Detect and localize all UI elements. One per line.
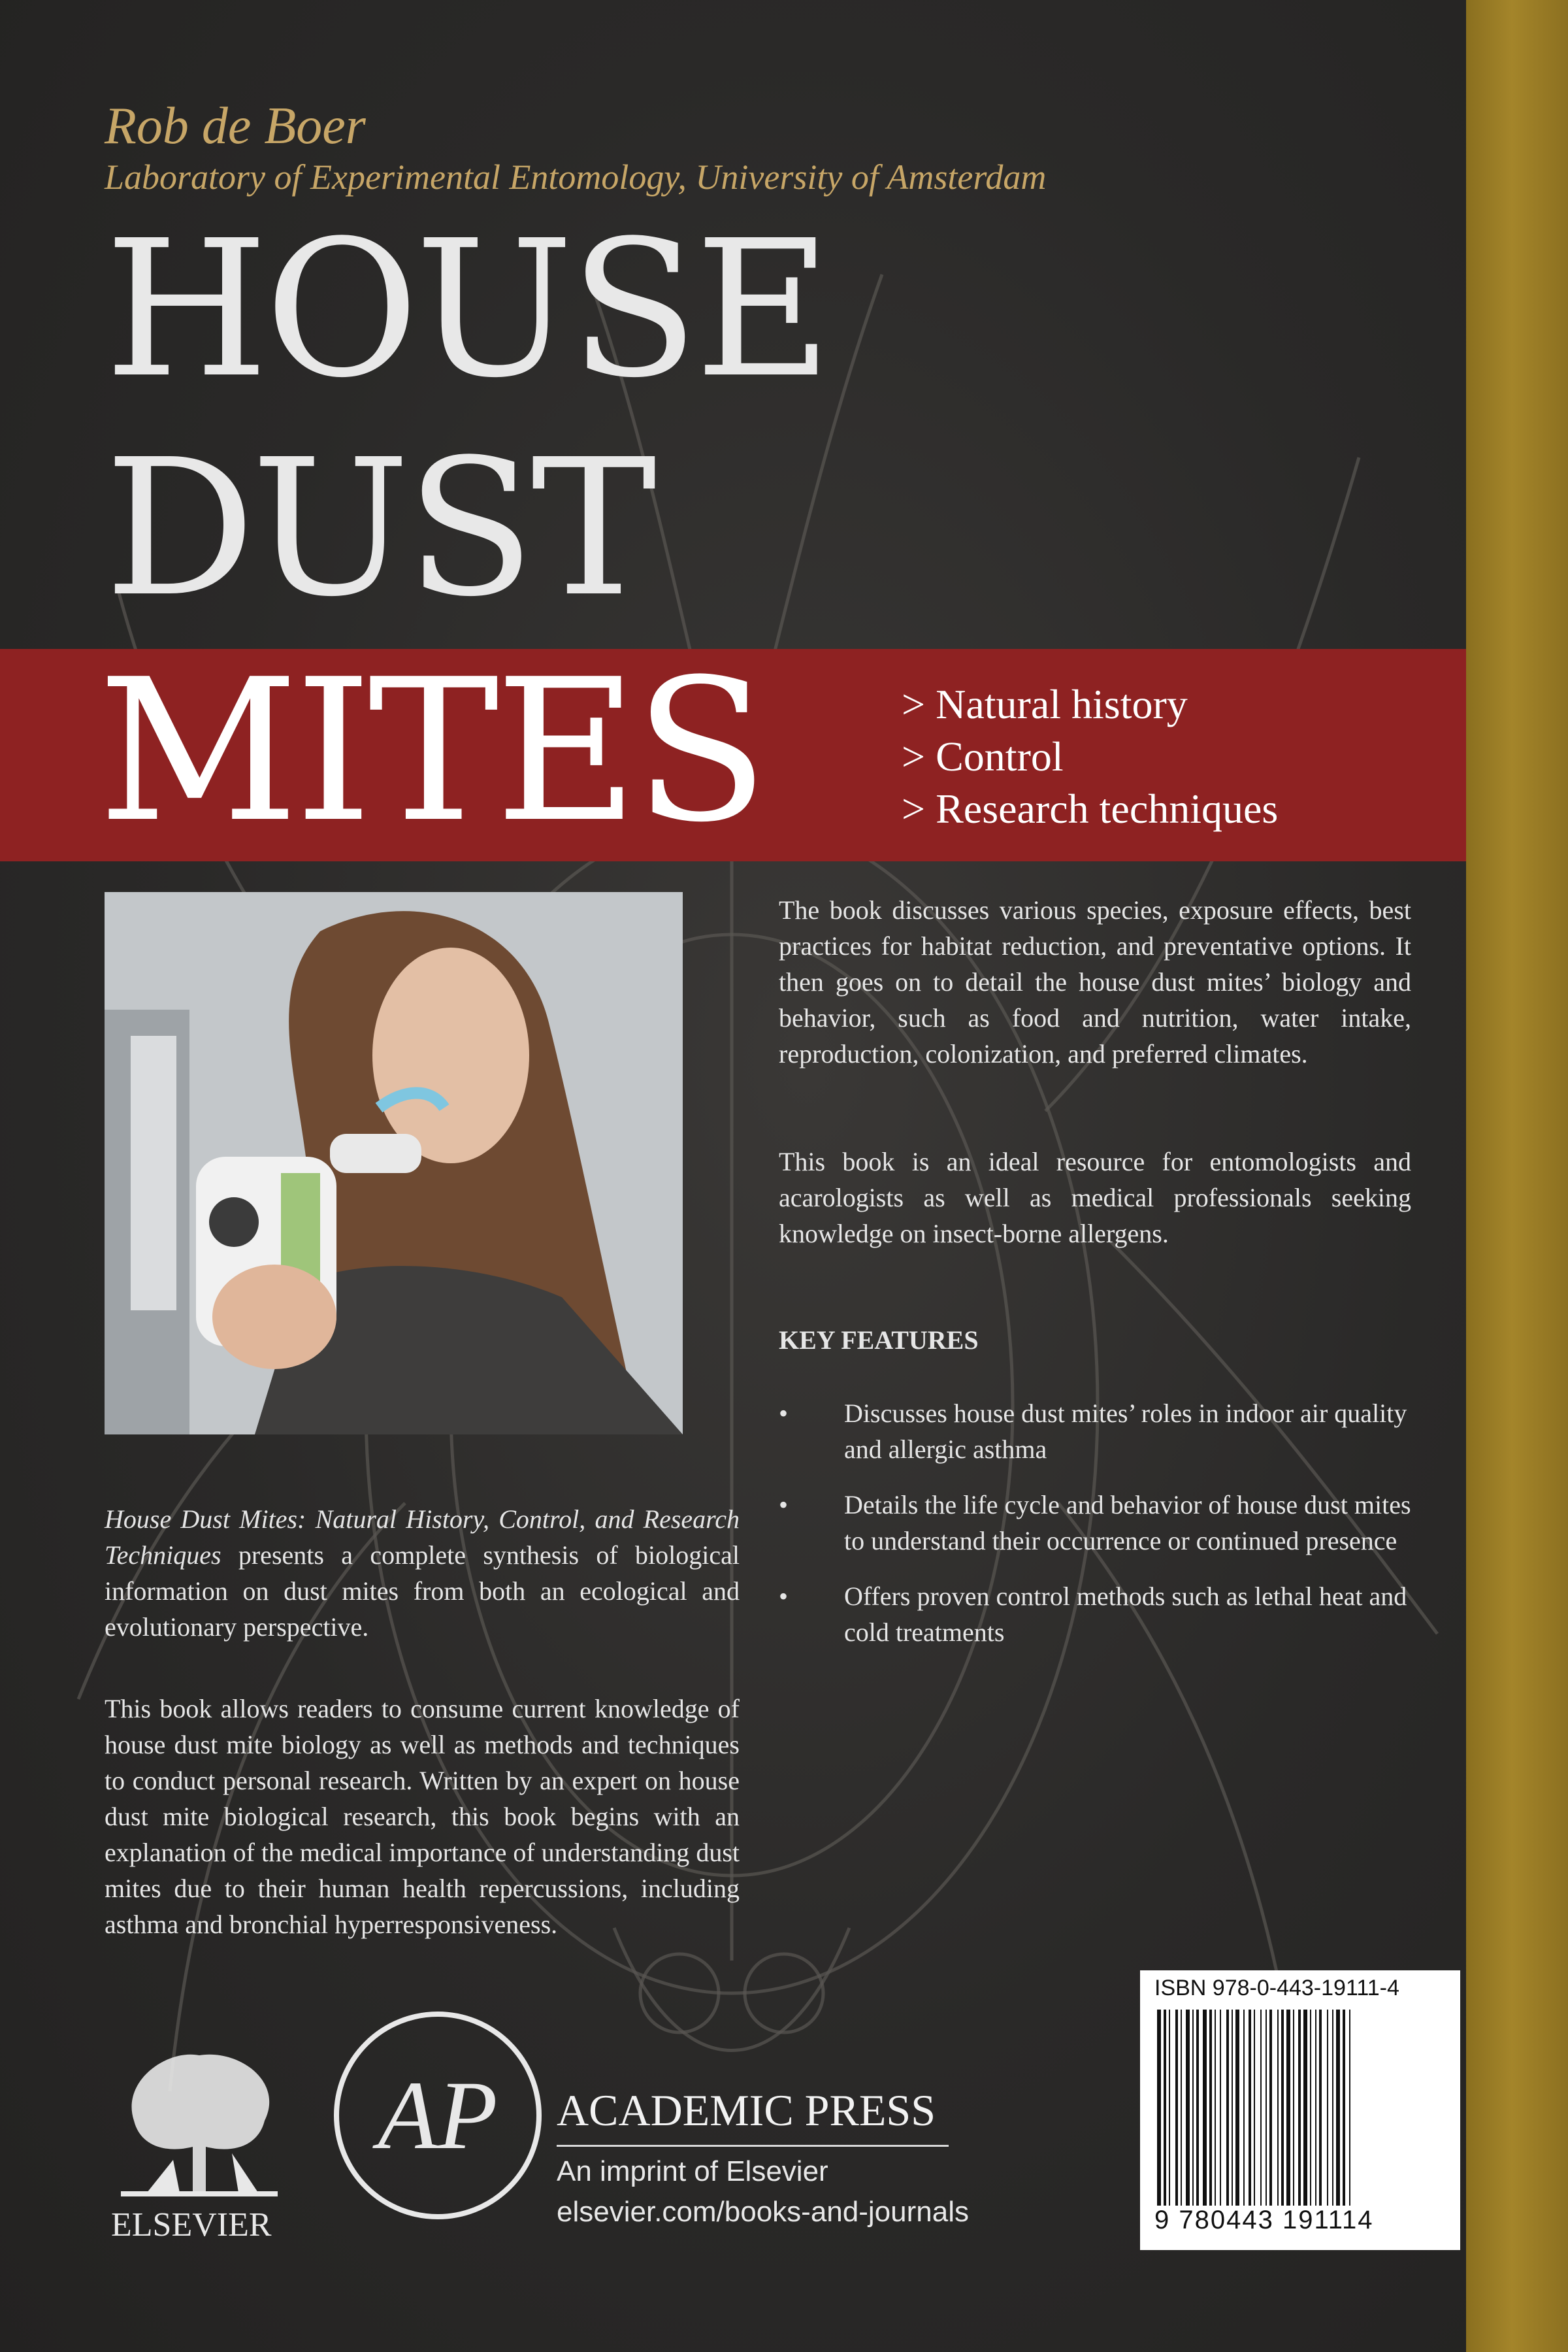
barcode-bar	[1293, 2010, 1294, 2206]
description-text: presents a complete synthesis of biological information on dust mites from both an ecological and evolutionary perspective.	[105, 1540, 740, 1642]
barcode-bar	[1209, 2010, 1212, 2206]
title-line-mites: MITES	[98, 637, 765, 865]
barcode-bar	[1336, 2010, 1340, 2206]
subtitle-item: > Control	[902, 733, 1064, 780]
description-paragraph	[105, 1501, 740, 1645]
subtitle-item: > Natural history	[902, 681, 1188, 727]
barcode-bar	[1343, 2010, 1345, 2206]
bullet-icon: •	[779, 1582, 789, 1611]
subtitle-item: > Research techniques	[902, 786, 1279, 832]
subtitle-list	[902, 678, 1278, 835]
barcode-bar	[1220, 2010, 1221, 2206]
barcode-bar	[1315, 2010, 1316, 2206]
description-paragraph: The book discusses various species, exposure effects, best practices for habitat reduction, and preventative options. It then goes on to detail the house dust mites’ biology and behavior, such as food and nutrition, water intake, reproduction, colonization, and preferred climates.	[779, 895, 1411, 1068]
key-features-heading: KEY FEATURES	[779, 1325, 979, 1355]
author-name: Rob de Boer	[105, 97, 366, 155]
barcode-bar	[1298, 2010, 1301, 2206]
elsevier-tree-logo-icon	[108, 2042, 291, 2199]
publisher-name: ACADEMIC PRESS	[557, 2085, 936, 2135]
key-features-list	[779, 1395, 1411, 1670]
publisher-website-link: elsevier.com/books-and-journals	[557, 2196, 969, 2228]
barcode-bar	[1281, 2010, 1284, 2206]
barcode-bar	[1310, 2010, 1311, 2206]
barcode-bar	[1327, 2010, 1328, 2206]
photo-illustration	[105, 892, 683, 1434]
barcode-icon	[1154, 2010, 1446, 2206]
publisher-divider	[557, 2145, 949, 2147]
title-line-dust: DUST	[105, 419, 653, 638]
key-feature-text: Offers proven control methods such as lethal heat and cold treatments	[844, 1582, 1407, 1647]
key-feature-text: Details the life cycle and behavior of house dust mites to understand their occurrence or continued presence	[844, 1490, 1411, 1555]
barcode-bar	[1226, 2010, 1229, 2206]
barcode-bar	[1164, 2010, 1166, 2206]
barcode-bar	[1169, 2010, 1170, 2206]
barcode-bar	[1254, 2010, 1255, 2206]
barcode-bar	[1157, 2010, 1161, 2206]
barcode-bar	[1192, 2010, 1194, 2206]
barcode-bar	[1286, 2010, 1290, 2206]
barcode-bar	[1196, 2010, 1199, 2206]
barcode-bar	[1235, 2010, 1239, 2206]
elsevier-wordmark: ELSEVIER	[111, 2206, 272, 2244]
barcode-bar	[1349, 2010, 1350, 2206]
description-paragraph: This book allows readers to consume current knowledge of house dust mite biology as well as methods and techniques to conduct personal research. Written by an expert on house dust mite biological research, this book begins with an explanation of the medical importance of understanding dust mites due to their human health repercussions, including asthma and bronchial hyperresponsiveness.	[105, 1694, 740, 1939]
barcode-bar	[1181, 2010, 1182, 2206]
barcode-bar	[1215, 2010, 1216, 2206]
barcode-bar	[1260, 2010, 1262, 2206]
gold-spine-strip	[1466, 0, 1568, 2352]
barcode-bar	[1332, 2010, 1333, 2206]
barcode-bar	[1277, 2010, 1279, 2206]
ap-logo-text: AP	[378, 2061, 498, 2170]
description-paragraph: This book is an ideal resource for entomologists and acarologists as well as medical professionals seeking knowledge on insect-borne allergens.	[779, 1147, 1411, 1248]
isbn-barcode-box	[1140, 1970, 1460, 2250]
book-title-italic: House Dust Mites: Natural History, Control, and Research Techniques	[105, 1504, 740, 1570]
key-feature-item	[779, 1487, 1411, 1559]
academic-press-logo-icon	[330, 2008, 546, 2223]
barcode-bar	[1266, 2010, 1267, 2206]
barcode-bar	[1269, 2010, 1272, 2206]
cover-photo-inhaler	[105, 892, 683, 1434]
barcode-bar	[1186, 2010, 1190, 2206]
barcode-digits: 9 780443 191114	[1154, 2206, 1374, 2234]
author-affiliation: Laboratory of Experimental Entomology, University of Amsterdam	[105, 157, 1047, 197]
barcode-bar	[1232, 2010, 1233, 2206]
bullet-icon: •	[779, 1399, 789, 1428]
key-feature-text: Discusses house dust mites’ roles in indoor air quality and allergic asthma	[844, 1399, 1407, 1464]
key-feature-item	[779, 1395, 1411, 1467]
barcode-bar	[1303, 2010, 1307, 2206]
barcode-bar	[1319, 2010, 1322, 2206]
title-line-house: HOUSE	[105, 200, 828, 419]
barcode-bar	[1243, 2010, 1245, 2206]
imprint-line: An imprint of Elsevier	[557, 2155, 828, 2187]
barcode-bar	[1249, 2010, 1251, 2206]
barcode-bar	[1203, 2010, 1207, 2206]
isbn-label: ISBN 978-0-443-19111-4	[1154, 1976, 1399, 2000]
barcode-bar	[1175, 2010, 1178, 2206]
bullet-icon: •	[779, 1490, 789, 1519]
key-feature-item	[779, 1578, 1411, 1650]
